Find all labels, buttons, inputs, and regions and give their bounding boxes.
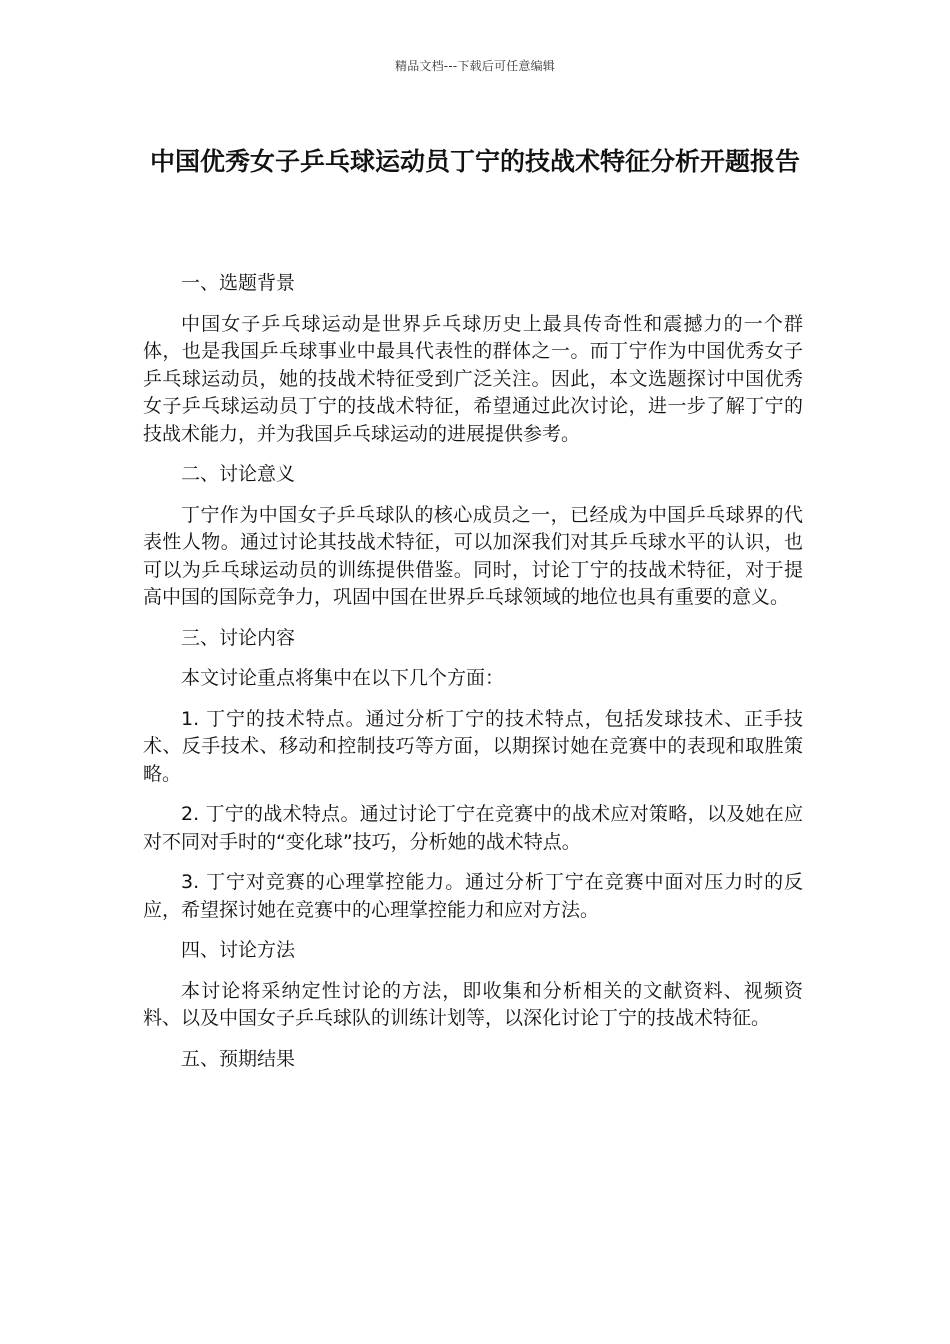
paragraph-significance: 丁宁作为中国女子乒乓球队的核心成员之一，已经成为中国乒乓球界的代表性人物。通过讨论其技战术特征，可以加深我们对其乒乓球水平的认识，也可以为乒乓球运动员的训练提供借鉴。同时，讨论丁宁的技战术特征，对于提高中国的国际竞争力，巩固中国在世界乒乓球领域的地位也具有重要的意义。: [143, 503, 803, 608]
section-heading-significance: 二、讨论意义: [181, 463, 296, 485]
section-heading-content: 三、讨论内容: [181, 626, 296, 649]
page-header: 精品文档---下载后可任意编辑: [395, 59, 555, 73]
document-title: 中国优秀女子乒乓球运动员丁宁的技战术特征分析开题报告: [149, 147, 800, 176]
document-body: [143, 270, 803, 1086]
section-heading-background: 一、选题背景: [181, 272, 296, 294]
list-item-technique: 1. 丁宁的技术特点。通过分析丁宁的技术特点，包括发球技术、正手技术、反手技术、移动和控制技巧等方面，以期探讨她在竞赛中的表现和取胜策略。: [143, 707, 803, 785]
paragraph-content-intro: 本文讨论重点将集中在以下几个方面：: [181, 667, 505, 689]
list-item-psychology: 3. 丁宁对竞赛的心理掌控能力。通过分析丁宁在竞赛中面对压力时的反应，希望探讨她在竞赛中的心理掌控能力和应对方法。: [143, 871, 803, 921]
section-heading-method: 四、讨论方法: [181, 939, 296, 961]
paragraph-background: 中国女子乒乓球运动是世界乒乓球历史上最具传奇性和震撼力的一个群体，也是我国乒乓球事业中最具代表性的群体之一。而丁宁作为中国优秀女子乒乓球运动员，她的技战术特征受到广泛关注。因此，本文选题探讨中国优秀女子乒乓球运动员丁宁的技战术特征，希望通过此次讨论，进一步了解丁宁的技战术能力，并为我国乒乓球运动的进展提供参考。: [143, 312, 803, 445]
section-heading-expected-results: 五、预期结果: [181, 1047, 296, 1070]
list-item-tactics: 2. 丁宁的战术特点。通过讨论丁宁在竞赛中的战术应对策略，以及她在应对不同对手时的“变化球”技巧，分析她的战术特点。: [143, 803, 803, 853]
paragraph-method: 本讨论将采纳定性讨论的方法，即收集和分析相关的文献资料、视频资料、以及中国女子乒乓球队的训练计划等，以深化讨论丁宁的技战术特征。: [143, 979, 803, 1029]
